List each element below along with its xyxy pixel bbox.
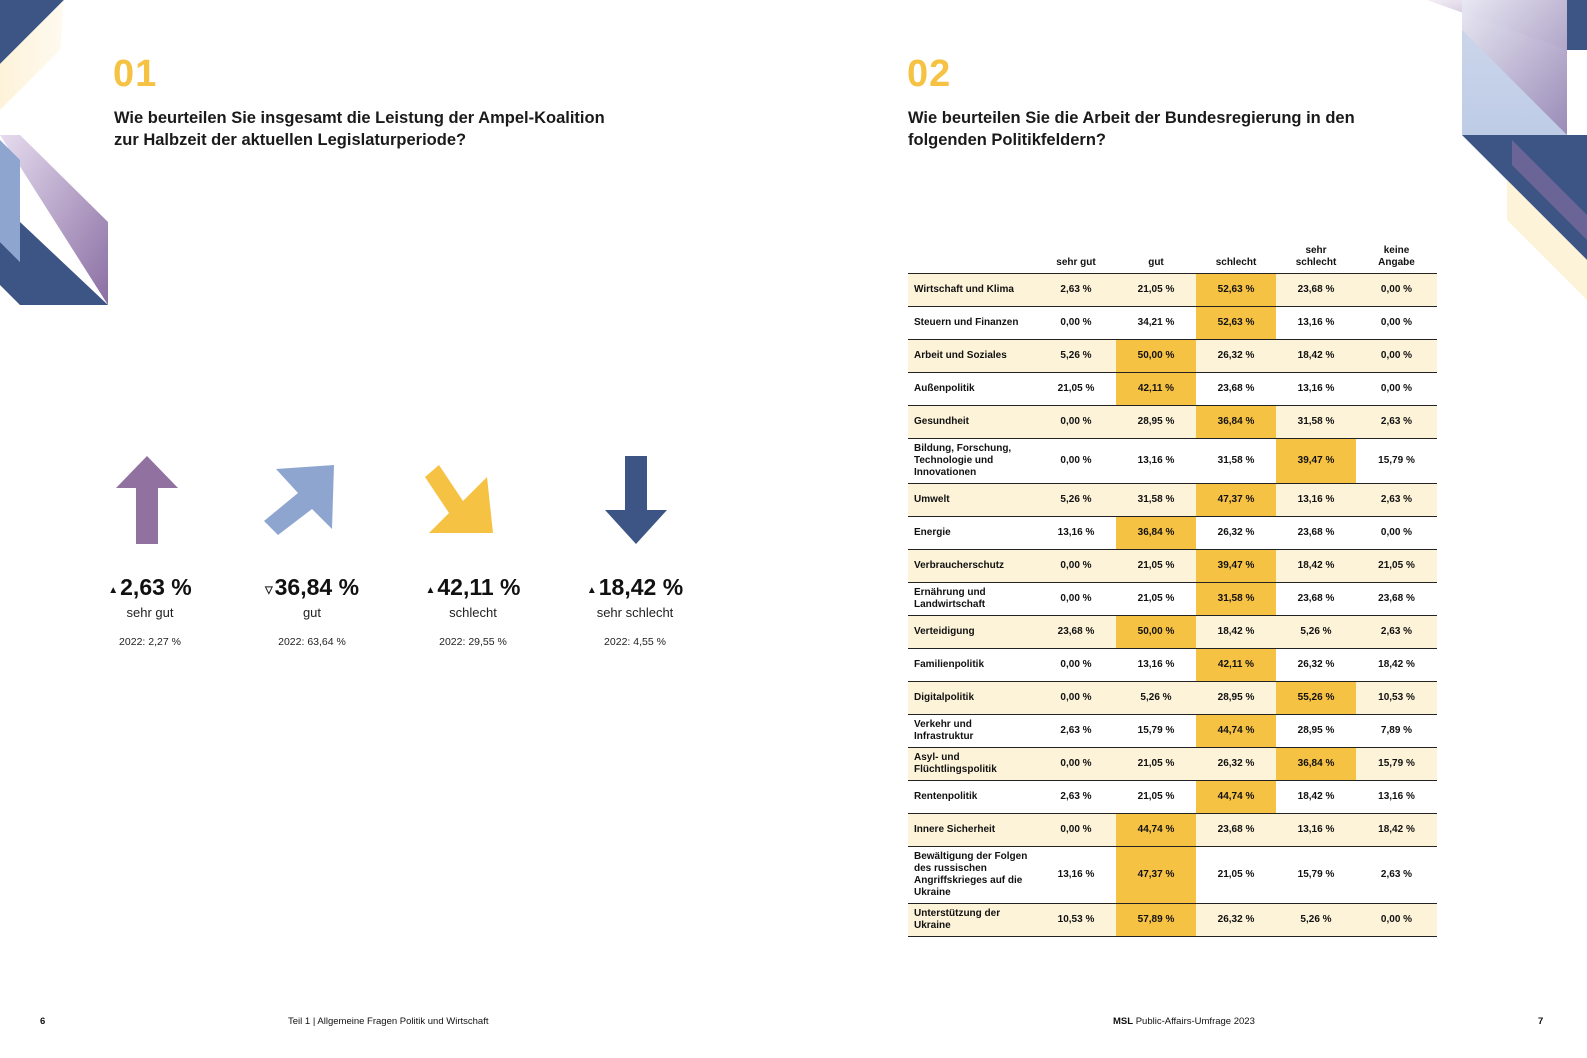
arrow-up-right-icon [262, 463, 336, 537]
row-label: Verkehr und Infrastruktur [908, 715, 1036, 748]
table-cell: 44,74 % [1196, 715, 1276, 748]
table-cell: 0,00 % [1036, 748, 1116, 781]
policy-ratings-table [908, 239, 1437, 937]
stat-percent: 42,11 % [437, 574, 521, 600]
table-cell: 5,26 % [1116, 682, 1196, 715]
table-cell: 2,63 % [1356, 847, 1437, 904]
table-cell: 21,05 % [1116, 583, 1196, 616]
trend-up-icon: ▲ [108, 585, 119, 596]
table-row [908, 550, 1437, 583]
row-label: Gesundheit [908, 406, 1036, 439]
table-cell: 18,42 % [1196, 616, 1276, 649]
table-cell: 21,05 % [1196, 847, 1276, 904]
row-label: Bewältigung der Folgen des russischen Angriffskrieges auf die Ukraine [908, 847, 1036, 904]
table-row [908, 715, 1437, 748]
question-02-text [908, 107, 1508, 151]
table-cell: 10,53 % [1356, 682, 1437, 715]
row-label: Umwelt [908, 484, 1036, 517]
table-cell: 26,32 % [1196, 340, 1276, 373]
header-col: gut [1148, 257, 1164, 268]
table-cell: 26,32 % [1196, 748, 1276, 781]
table-cell: 52,63 % [1196, 307, 1276, 340]
table-cell: 52,63 % [1196, 274, 1276, 307]
table-cell: 50,00 % [1116, 340, 1196, 373]
table-row [908, 682, 1437, 715]
table-cell: 5,26 % [1276, 904, 1356, 937]
table-cell: 0,00 % [1356, 373, 1437, 406]
table-cell: 31,58 % [1196, 439, 1276, 484]
table-cell: 23,68 % [1036, 616, 1116, 649]
table-cell: 13,16 % [1116, 649, 1196, 682]
row-label: Digitalpolitik [908, 682, 1036, 715]
table-cell: 39,47 % [1276, 439, 1356, 484]
trend-down-icon: ▽ [264, 585, 273, 596]
row-label: Familienpolitik [908, 649, 1036, 682]
table-cell: 0,00 % [1036, 814, 1116, 847]
table-cell: 13,16 % [1276, 814, 1356, 847]
table-cell: 15,79 % [1116, 715, 1196, 748]
trend-up-icon: ▲ [586, 585, 597, 596]
question-02-line-1: Wie beurteilen Sie die Arbeit der Bundesregierung in den [908, 109, 1355, 127]
table-cell: 36,84 % [1116, 517, 1196, 550]
table-cell: 44,74 % [1116, 814, 1196, 847]
table-cell: 26,32 % [1276, 649, 1356, 682]
table-cell: 0,00 % [1036, 550, 1116, 583]
footer-publication [1113, 1016, 1255, 1027]
stat-value [237, 574, 387, 601]
table-cell: 2,63 % [1036, 781, 1116, 814]
table-cell: 2,63 % [1356, 406, 1437, 439]
question-number-02: 02 [907, 53, 952, 95]
table-cell: 0,00 % [1036, 307, 1116, 340]
table-cell: 15,79 % [1356, 439, 1437, 484]
table-cell: 39,47 % [1196, 550, 1276, 583]
table-cell: 5,26 % [1036, 340, 1116, 373]
table-cell: 23,68 % [1276, 274, 1356, 307]
table-row [908, 781, 1437, 814]
row-label: Rentenpolitik [908, 781, 1036, 814]
stat-value [75, 574, 225, 601]
table-row [908, 649, 1437, 682]
table-cell: 5,26 % [1276, 616, 1356, 649]
stat-gut [237, 574, 387, 648]
page-number-left: 6 [40, 1016, 46, 1027]
arrow-down-right-icon [423, 463, 497, 537]
footer-title: Public-Affairs-Umfrage 2023 [1135, 1016, 1255, 1027]
header-col: sehr schlecht [1295, 245, 1337, 268]
question-02-line-2: folgenden Politikfeldern? [908, 131, 1107, 149]
table-cell: 26,32 % [1196, 904, 1276, 937]
table-cell: 0,00 % [1356, 517, 1437, 550]
table-row [908, 307, 1437, 340]
stat-previous-year: 2022: 4,55 % [604, 636, 666, 648]
table-cell: 0,00 % [1356, 274, 1437, 307]
stat-label: sehr gut [126, 605, 174, 620]
table-cell: 55,26 % [1276, 682, 1356, 715]
table-cell: 7,89 % [1356, 715, 1437, 748]
table-cell: 0,00 % [1356, 340, 1437, 373]
table-cell: 18,42 % [1276, 781, 1356, 814]
table-cell: 13,16 % [1276, 307, 1356, 340]
row-label: Arbeit und Soziales [908, 340, 1036, 373]
table-cell: 0,00 % [1356, 307, 1437, 340]
table-row [908, 439, 1437, 484]
table-cell: 28,95 % [1276, 715, 1356, 748]
table-cell: 15,79 % [1276, 847, 1356, 904]
table-cell: 21,05 % [1116, 274, 1196, 307]
question-01-line-2: zur Halbzeit der aktuellen Legislaturperiode? [114, 131, 467, 149]
question-01-line-1: Wie beurteilen Sie insgesamt die Leistung der Ampel-Koalition [114, 109, 605, 127]
table-cell: 18,42 % [1356, 814, 1437, 847]
table-cell: 34,21 % [1116, 307, 1196, 340]
table-row [908, 616, 1437, 649]
row-label: Verteidigung [908, 616, 1036, 649]
row-label: Innere Sicherheit [908, 814, 1036, 847]
table-header-row [908, 239, 1437, 274]
table-cell: 36,84 % [1276, 748, 1356, 781]
table-row [908, 484, 1437, 517]
table-cell: 23,68 % [1276, 583, 1356, 616]
table-cell: 47,37 % [1116, 847, 1196, 904]
table-row [908, 517, 1437, 550]
stat-label: gut [302, 605, 322, 620]
table-cell: 42,11 % [1196, 649, 1276, 682]
table-cell: 2,63 % [1036, 715, 1116, 748]
table-row [908, 748, 1437, 781]
stat-percent: 36,84 % [274, 574, 360, 600]
table-cell: 42,11 % [1116, 373, 1196, 406]
table-row [908, 847, 1437, 904]
trend-up-icon: ▲ [425, 585, 436, 596]
table-row [908, 814, 1437, 847]
stat-previous-year: 2022: 63,64 % [278, 636, 346, 648]
header-empty [908, 239, 1036, 274]
table-cell: 26,32 % [1196, 517, 1276, 550]
stat-percent: 18,42 % [598, 574, 684, 600]
row-label: Steuern und Finanzen [908, 307, 1036, 340]
table-cell: 23,68 % [1196, 373, 1276, 406]
table-row [908, 373, 1437, 406]
table-cell: 2,63 % [1356, 616, 1437, 649]
table-cell: 18,42 % [1276, 550, 1356, 583]
table-cell: 10,53 % [1036, 904, 1116, 937]
stat-previous-year: 2022: 2,27 % [119, 636, 181, 648]
table-cell: 0,00 % [1036, 682, 1116, 715]
stat-previous-year: 2022: 29,55 % [439, 636, 507, 648]
stat-schlecht [398, 574, 548, 648]
table-cell: 13,16 % [1116, 439, 1196, 484]
row-label: Asyl- und Flüchtlingspolitik [908, 748, 1036, 781]
header-col: sehr gut [1056, 257, 1096, 268]
header-col: schlecht [1215, 257, 1257, 268]
page-number-right: 7 [1538, 1016, 1544, 1027]
row-label: Energie [908, 517, 1036, 550]
table-cell: 2,63 % [1036, 274, 1116, 307]
row-label: Außenpolitik [908, 373, 1036, 406]
table-cell: 21,05 % [1116, 748, 1196, 781]
table-cell: 18,42 % [1276, 340, 1356, 373]
brand-logo: MSL [1113, 1016, 1134, 1027]
table-cell: 31,58 % [1276, 406, 1356, 439]
row-label: Bildung, Forschung, Technologie und Innovationen [908, 439, 1036, 484]
table-cell: 0,00 % [1036, 439, 1116, 484]
stat-percent: 2,63 % [120, 574, 192, 600]
table-cell: 13,16 % [1276, 484, 1356, 517]
table-cell: 44,74 % [1196, 781, 1276, 814]
row-label: Wirtschaft und Klima [908, 274, 1036, 307]
table-cell: 0,00 % [1356, 904, 1437, 937]
arrow-down-icon [603, 456, 669, 546]
table-cell: 13,16 % [1036, 517, 1116, 550]
table-row [908, 340, 1437, 373]
table-cell: 13,16 % [1036, 847, 1116, 904]
table-row [908, 274, 1437, 307]
row-label: Ernährung und Landwirtschaft [908, 583, 1036, 616]
table-cell: 31,58 % [1196, 583, 1276, 616]
stat-sehr-gut [75, 574, 225, 648]
table-cell: 13,16 % [1356, 781, 1437, 814]
question-number-01: 01 [113, 53, 158, 95]
table-cell: 47,37 % [1196, 484, 1276, 517]
decor-top-left [0, 0, 120, 310]
stat-value [398, 574, 548, 601]
table-cell: 28,95 % [1196, 682, 1276, 715]
table-cell: 23,68 % [1356, 583, 1437, 616]
table-cell: 21,05 % [1036, 373, 1116, 406]
row-label: Verbraucherschutz [908, 550, 1036, 583]
arrow-up-icon [114, 456, 180, 546]
table-cell: 31,58 % [1116, 484, 1196, 517]
table-row [908, 904, 1437, 937]
header-col: keine Angabe [1378, 245, 1415, 268]
table-cell: 28,95 % [1116, 406, 1196, 439]
table-cell: 57,89 % [1116, 904, 1196, 937]
table-cell: 2,63 % [1356, 484, 1437, 517]
table-cell: 0,00 % [1036, 649, 1116, 682]
table-row [908, 406, 1437, 439]
table-cell: 36,84 % [1196, 406, 1276, 439]
stat-label: schlecht [449, 605, 497, 620]
table-cell: 21,05 % [1356, 550, 1437, 583]
table-cell: 50,00 % [1116, 616, 1196, 649]
table-cell: 21,05 % [1116, 781, 1196, 814]
table-cell: 5,26 % [1036, 484, 1116, 517]
table-cell: 23,68 % [1196, 814, 1276, 847]
table-cell: 21,05 % [1116, 550, 1196, 583]
table-cell: 13,16 % [1276, 373, 1356, 406]
table-cell: 0,00 % [1036, 406, 1116, 439]
stat-value [560, 574, 710, 601]
footer-section: Teil 1 | Allgemeine Fragen Politik und Wirtschaft [288, 1016, 489, 1027]
stat-sehr-schlecht [560, 574, 710, 648]
table-row [908, 583, 1437, 616]
row-label: Unterstützung der Ukraine [908, 904, 1036, 937]
table-cell: 23,68 % [1276, 517, 1356, 550]
table-cell: 0,00 % [1036, 583, 1116, 616]
question-01-text [114, 107, 714, 151]
table-cell: 18,42 % [1356, 649, 1437, 682]
table-cell: 15,79 % [1356, 748, 1437, 781]
stat-label: sehr schlecht [596, 605, 674, 620]
